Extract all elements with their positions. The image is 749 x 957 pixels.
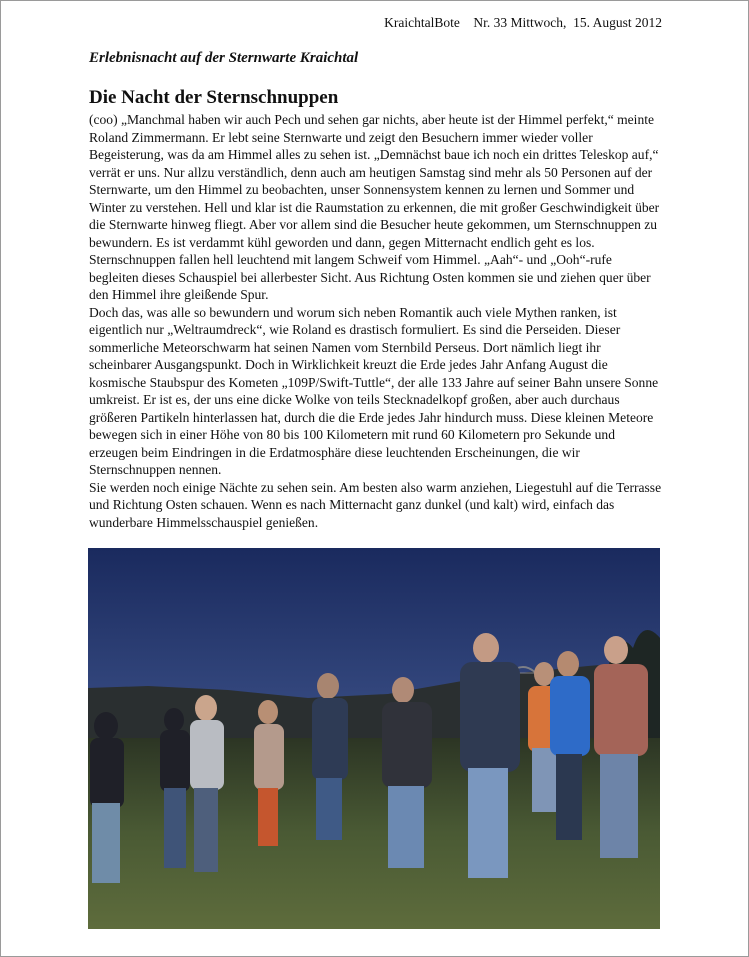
article-photo <box>88 548 660 929</box>
article-paragraph: Sie werden noch einige Nächte zu sehen sein. Am besten also warm anziehen, Liegestuhl auf die Terrasse und Richtung Osten schauen. Wenn es nach Mitternacht ganz dunkel (und kalt) wird, einfach das wunderbare Himmelsschauspiel genießen. <box>89 479 662 530</box>
article-body <box>89 111 664 531</box>
night-crowd-photo <box>88 548 660 929</box>
article-headline: Die Nacht der Sternschnuppen <box>89 87 339 108</box>
issue-info: Nr. 33 Mittwoch, 15. August 2012 <box>473 15 662 30</box>
page-header <box>384 15 662 31</box>
article-paragraph: Doch das, was alle so bewundern und worum sich neben Romantik auch viele Mythen ranken, ist eigentlich nur „Weltraumdreck“, wie Roland es drastisch formuliert. Es sind die Perseiden. Dieser sommerliche Meteorschwarm hat seinen Namen vom Sternbild Perseus. Dort nämlich liegt ihr scheinbarer Ausgangspunkt. Doch in Wirklichkeit kreuzt die Erde jedes Jahr Anfang August die kosmische Staubspur des Kometen „109P/Swift-Tuttle“, der alle 133 Jahre auf seiner Bahn unsere Sonne umkreist. Er ist es, der uns eine dicke Wolke von teils Stecknadelkopf großen, aber auch durchaus größeren Partikeln hinterlassen hat, durch die die Erde jedes Jahr hindurch muss. Diese kleinen Meteore bewegen sich in einer Höhe von 80 bis 100 Kilometern mit rund 60 Kilometern pro Sekunde und erzeugen beim Eindringen in die Erdatmosphäre diese leuchtenden Erscheinungen, die wir Sternschnuppen nennen. <box>89 304 659 477</box>
article-kicker: Erlebnisnacht auf der Sternwarte Kraichtal <box>89 50 359 66</box>
publication-name: KraichtalBote <box>384 15 460 30</box>
article-paragraph: (coo) „Manchmal haben wir auch Pech und sehen gar nichts, aber heute ist der Himmel perfekt,“ meinte Roland Zimmermann. Er lebt seine Sternwarte und zeigt den Besuchern immer wieder voller Begeisterung, was da am Himmel alles zu sehen ist. „Demnächst baue ich noch ein drittes Teleskop auf,“ verrät er uns. Nur allzu verständlich, denn auch am heutigen Samstag sind mehr als 50 Personen auf der Sternwarte, um den Himmel zu beobachten, unser Sonnensystem kennen zu lernen und Sommer und Winter zu verstehen. Hell und klar ist die Raumstation zu erkennen, die mit großer Geschwindigkeit über die Sternwarte hinweg fliegt. Aber vor allem sind die Besucher heute gekommen, um Sternschnuppen zu bewundern. Es ist verdammt kühl geworden und dann, gegen Mitternacht endlich geht es los. Sternschnuppen fallen hell leuchtend mit langem Schweif vom Himmel. „Aah“- und „Ooh“-rufe begleiten dieses Schauspiel bei allerbester Sicht. Aus Richtung Osten kommen sie und ziehen quer über den Himmel ihre gleißende Spur. <box>89 112 660 302</box>
